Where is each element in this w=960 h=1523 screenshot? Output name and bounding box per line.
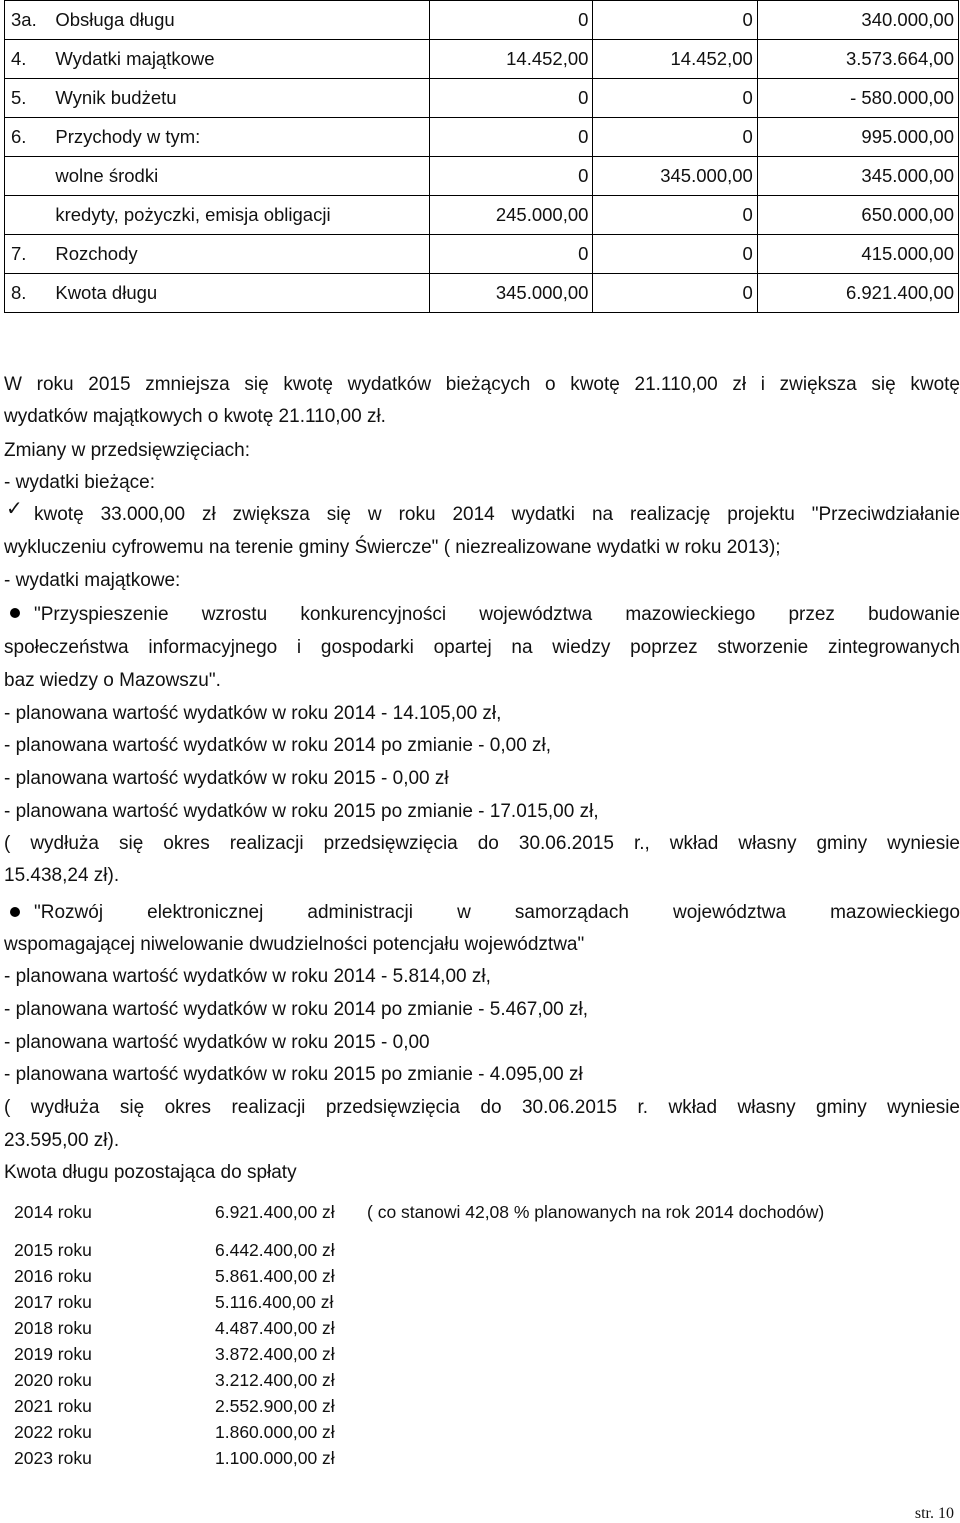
table-row [5, 274, 959, 313]
value-col2: 0 [593, 196, 757, 235]
project1-title-line3: baz wiedzy o Mazowszu". [4, 670, 221, 691]
row-label: Wynik budżetu [51, 79, 429, 118]
page-number: str. 10 [914, 1505, 954, 1522]
value-col2: 345.000,00 [593, 157, 757, 196]
value-col1: 245.000,00 [429, 196, 593, 235]
value-col2: 0 [593, 1, 757, 40]
row-label: Wydatki majątkowe [51, 40, 429, 79]
value-col3: 415.000,00 [757, 235, 958, 274]
row-index [5, 157, 52, 196]
project1-title-line1: "Przyspieszenie wzrostu konkurencyjności województwa mazowieckiego przez budowanie [34, 604, 960, 625]
value-col3: 345.000,00 [757, 157, 958, 196]
value-col3: 3.573.664,00 [757, 40, 958, 79]
project1-planned-2014: - planowana wartość wydatków w roku 2014 - 14.105,00 zł, [4, 703, 502, 724]
value-col3: 340.000,00 [757, 1, 958, 40]
value-col2: 0 [593, 79, 757, 118]
table-row [5, 157, 959, 196]
row-label: kredyty, pożyczki, emisja obligacji [51, 196, 429, 235]
debt-row [14, 1344, 367, 1365]
project2-planned-2014-changed: - planowana wartość wydatków w roku 2014 po zmianie - 5.467,00 zł, [4, 999, 589, 1020]
bullet-icon [10, 907, 20, 917]
debt-row [14, 1318, 367, 1339]
check-item-line2: wykluczeniu cyfrowemu na terenie gminy Świercze" ( niezrealizowane wydatki w roku 2013); [4, 537, 781, 558]
project2-planned-2014: - planowana wartość wydatków w roku 2014 - 5.814,00 zł, [4, 966, 491, 987]
debt-year: 2020 roku [14, 1370, 92, 1390]
debt-row [14, 1370, 367, 1391]
changes-heading: Zmiany w przedsięwzięciach: [4, 440, 251, 461]
debt-row [14, 1422, 367, 1443]
debt-value: 6.921.400,00 zł [215, 1202, 335, 1222]
bullet-icon [10, 608, 20, 618]
table-row [5, 1, 959, 40]
value-col2: 0 [593, 274, 757, 313]
value-col3: 650.000,00 [757, 196, 958, 235]
debt-year: 2023 roku [14, 1448, 92, 1468]
row-index: 4. [5, 40, 52, 79]
debt-row [14, 1292, 367, 1313]
debt-value: 5.116.400,00 zł [215, 1292, 334, 1312]
row-index: 5. [5, 79, 52, 118]
project1-planned-2015: - planowana wartość wydatków w roku 2015 - 0,00 zł [4, 768, 449, 789]
debt-row [14, 1266, 367, 1287]
project2-note-line2: 23.595,00 zł). [4, 1130, 120, 1151]
value-col3: 995.000,00 [757, 118, 958, 157]
capital-expenses-heading: - wydatki majątkowe: [4, 570, 181, 591]
row-label: Rozchody [51, 235, 429, 274]
current-expenses-heading: - wydatki bieżące: [4, 472, 156, 493]
paragraph-expenses-1: W roku 2015 zmniejsza się kwotę wydatków bieżących o kwotę 21.110,00 zł i zwiększa się kwotę [4, 374, 960, 395]
table-row [5, 196, 959, 235]
row-label: Przychody w tym: [51, 118, 429, 157]
debt-year: 2018 roku [14, 1318, 92, 1338]
debt-row [14, 1240, 367, 1261]
value-col1: 0 [429, 1, 593, 40]
row-index: 7. [5, 235, 52, 274]
debt-year: 2021 roku [14, 1396, 92, 1416]
project1-planned-2014-changed: - planowana wartość wydatków w roku 2014 po zmianie - 0,00 zł, [4, 735, 552, 756]
table-row [5, 118, 959, 157]
value-col2: 0 [593, 235, 757, 274]
project1-note-line1: ( wydłuża się okres realizacji przedsięwzięcia do 30.06.2015 r., wkład własny gminy wyniesie [4, 833, 960, 854]
debt-value: 5.861.400,00 zł [215, 1266, 335, 1286]
debt-year: 2019 roku [14, 1344, 92, 1364]
project2-note-line1: ( wydłuża się okres realizacji przedsięwzięcia do 30.06.2015 r. wkład własny gminy wyniesie [4, 1097, 960, 1118]
row-index: 3a. [5, 1, 52, 40]
value-col1: 14.452,00 [429, 40, 593, 79]
project2-title-line2: wspomagającej niwelowanie dwudzielności potencjału województwa" [4, 934, 585, 955]
project1-note-line2: 15.438,24 zł). [4, 865, 120, 886]
debt-value: 3.872.400,00 zł [215, 1344, 335, 1364]
debt-value: 6.442.400,00 zł [215, 1240, 335, 1260]
debt-row [14, 1448, 367, 1469]
value-col1: 0 [429, 157, 593, 196]
debt-year: 2016 roku [14, 1266, 92, 1286]
debt-year: 2015 roku [14, 1240, 92, 1260]
check-item-line1: kwotę 33.000,00 zł zwiększa się w roku 2014 wydatki na realizację projektu "Przeciwdziałanie [34, 504, 960, 525]
value-col1: 0 [429, 79, 593, 118]
value-col2: 0 [593, 118, 757, 157]
project2-planned-2015-changed: - planowana wartość wydatków w roku 2015 po zmianie - 4.095,00 zł [4, 1064, 583, 1085]
debt-value: 1.860.000,00 zł [215, 1422, 335, 1442]
value-col2: 14.452,00 [593, 40, 757, 79]
debt-year: 2014 roku [14, 1202, 92, 1222]
debt-heading: Kwota długu pozostająca do spłaty [4, 1162, 297, 1183]
debt-value: 2.552.900,00 zł [215, 1396, 335, 1416]
paragraph-expenses-2: wydatków majątkowych o kwotę 21.110,00 zł. [4, 406, 386, 427]
value-col1: 0 [429, 235, 593, 274]
table-row [5, 79, 959, 118]
row-index: 8. [5, 274, 52, 313]
debt-note: ( co stanowi 42,08 % planowanych na rok 2014 dochodów) [367, 1202, 825, 1222]
row-index [5, 196, 52, 235]
row-index: 6. [5, 118, 52, 157]
debt-year: 2017 roku [14, 1292, 92, 1312]
value-col3: 6.921.400,00 [757, 274, 958, 313]
debt-year: 2022 roku [14, 1422, 92, 1442]
project1-planned-2015-changed: - planowana wartość wydatków w roku 2015 po zmianie - 17.015,00 zł, [4, 801, 599, 822]
value-col1: 345.000,00 [429, 274, 593, 313]
debt-row [14, 1396, 367, 1417]
value-col1: 0 [429, 118, 593, 157]
debt-value: 4.487.400,00 zł [215, 1318, 335, 1338]
project2-planned-2015: - planowana wartość wydatków w roku 2015 - 0,00 [4, 1032, 430, 1053]
project2-title-line1: "Rozwój elektronicznej administracji w samorządach województwa mazowieckiego [34, 902, 960, 923]
debt-row-first [14, 1202, 824, 1223]
debt-value: 1.100.000,00 zł [215, 1448, 335, 1468]
row-label: Obsługa długu [51, 1, 429, 40]
checkmark-icon: ✓ [6, 498, 23, 520]
project1-title-line2: społeczeństwa informacyjnego i gospodarki opartej na wiedzy poprzez stworzenie zintegrowanych [4, 637, 960, 658]
table-row [5, 40, 959, 79]
debt-value: 3.212.400,00 zł [215, 1370, 335, 1390]
value-col3: - 580.000,00 [757, 79, 958, 118]
budget-table [4, 0, 959, 313]
row-label: Kwota długu [51, 274, 429, 313]
table-row [5, 235, 959, 274]
row-label: wolne środki [51, 157, 429, 196]
